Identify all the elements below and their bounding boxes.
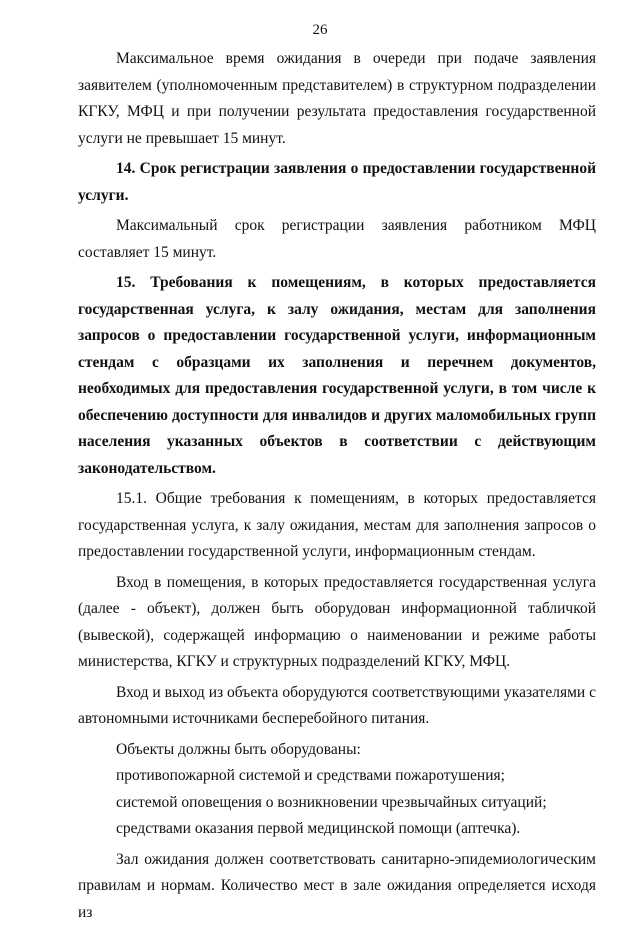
list-item: средствами оказания первой медицинской помощи (аптечка). xyxy=(116,820,521,837)
heading-section-15: 15. Требования к помещениям, в которых предоставляется государственная услуга, к залу ожидания, местам для заполнения запросов о предоставлении государственной услуги, информационным стендам с образцами их заполнения и перечнем документов, необходимых для предоставления государственной услуги, в том числе к обеспечению доступности для инвалидов и других маломобильных групп населения указанных объектов в соответствии с действующим законодательством. xyxy=(78,274,596,477)
list-intro: Объекты должны быть оборудованы: xyxy=(116,740,361,758)
heading-section-14: 14. Срок регистрации заявления о предоставлении государственной услуги. xyxy=(78,160,596,204)
paragraph-15-1: 15.1. Общие требования к помещениям, в которых предоставляется государственная услуга, к залу ожидания, местам для заполнения запросов о предоставлении государственной услуги, информационным стендам. xyxy=(78,490,596,560)
document-body xyxy=(78,46,596,930)
paragraph-waiting-hall: Зал ожидания должен соответствовать санитарно-эпидемиологическим правилам и нормам. Количество мест в зале ожидания определяется исходя из xyxy=(78,850,596,921)
page-number: 26 xyxy=(312,22,328,38)
paragraph-entrance-sign: Вход в помещения, в которых предоставляется государственная услуга (далее - объект), должен быть оборудован информационной табличкой (вывеской), содержащей информацию о наименовании и режиме работы министерства, КГКУ и структурных подразделений КГКУ, МФЦ. xyxy=(78,573,596,670)
paragraph-max-wait-time: Максимальное время ожидания в очереди при подаче заявления заявителем (уполномоченным представителем) в структурном подразделении КГКУ, МФЦ и при получении результата предоставления государственной услуги не превышает 15 минут. xyxy=(78,50,596,147)
paragraph-registration-time: Максимальный срок регистрации заявления работником МФЦ составляет 15 минут. xyxy=(78,217,596,261)
list-item: системой оповещения о возникновении чрезвычайных ситуаций; xyxy=(116,793,547,811)
paragraph-entrance-exit: Вход и выход из объекта оборудуются соответствующими указателями с автономными источниками бесперебойного питания. xyxy=(78,683,596,727)
list-item: противопожарной системой и средствами пожаротушения; xyxy=(116,767,505,784)
